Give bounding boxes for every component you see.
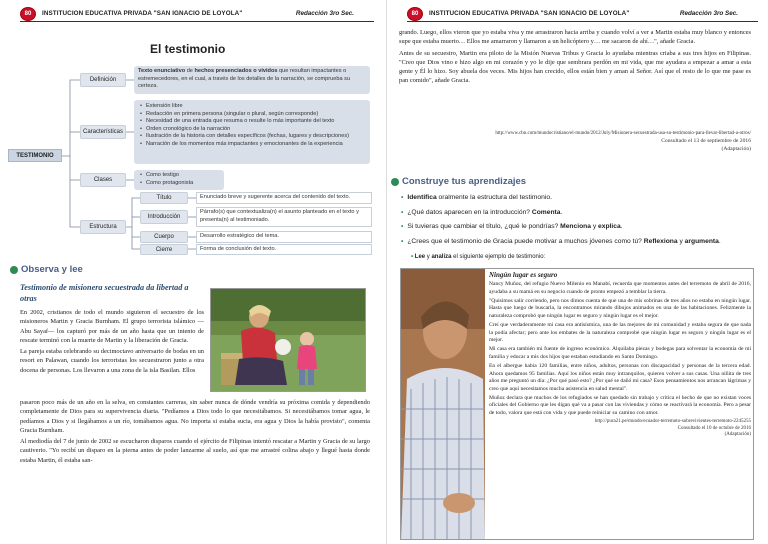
course-subtitle: Redacción 3ro Sec. [295, 10, 354, 17]
caracteristica-item: • Ilustración de la historia con detalles específicos (fechas, lugares y descripciones) [140, 133, 364, 141]
story-paragraph: Al mediodía del 7 de junio de 2002 se escucharon disparos cuando el ejército de Filipinas intentó rescatar a Martin y Gracia de su largo cautiverio. "Yo recibí un disparo en la pierna antes de poder lanzarme al suelo, así que me arrastré colina abajo y llegué hasta donde estaba Martin, él estaba san- [20, 438, 370, 464]
caracteristica-item: • Redacción en primera persona (singular o plural, según corresponde) [140, 111, 364, 119]
caracteristica-item: • Narración de los momentos más impactantes y emocionantes de la experiencia [140, 141, 364, 149]
example-paragraph: Muñoz declara que muchos de los refugiados se han quedado sin trabajo y critica el hecho de que no existan voces oficiales del Gobierno que les digan qué va a pasar con las viviendas y cómo se reactivará la economía. Pero a pesar de todo, valora que está con vida y que puede reiniciar su camino con amor. [489, 394, 751, 416]
example-paragraph: Creí que verdaderamente mi casa era antisísmica, una de las mejores de mi comunidad y estaba segura de que nada la podía afectar; pero ante los embates de la naturaleza comprobé que ningún lugar es seguro y ningún lugar es el mejor. [489, 321, 751, 344]
task-verb: argumenta [684, 238, 719, 246]
task-text: . [560, 208, 563, 216]
source-adapted: (Adaptación) [724, 432, 751, 438]
def-rest: que resultan impactantes o estremecedores, en el cual, a través de los detalles de la narración, se comprueba su certeza. [138, 68, 351, 90]
def-mid: de [185, 68, 195, 74]
example-source [489, 419, 751, 439]
example-paragraph: Mi casa era también mi fuente de ingreso económico. Alquilaba piezas y bodegas para solventar la economía de mi familia y educar a mis dos hijos que estaban estudiando en Santo Domingo. [489, 346, 751, 360]
task-item [401, 194, 757, 203]
source-adapted: (Adaptación) [721, 146, 751, 153]
estructura-introduccion-desc: Párrafo(s) que contextualiza(n) el asunto planteado en el texto y presenta(n) al testimoniado. [196, 207, 372, 227]
photo-woman-child [210, 288, 366, 392]
task-text: ¿Crees que el testimonio de Gracia puede motivar a muchos jóvenes como tú? [407, 238, 644, 246]
task-text: . [620, 223, 623, 231]
source-url: http://www.cbn.com/mundocristiano/el-mundo/2012/July/Misionera-secuestrada-usa-su-testimonio-para-llevar-libertad-a-otros/ [495, 131, 751, 136]
story-continuation [399, 28, 751, 88]
source-url: http://pura21.pe/mundo/ecuador-terremoto-sobrevivientes-terremoto-2245255 [594, 419, 751, 425]
task-text: ¿Qué datos aparecen en la introducción? [407, 208, 532, 216]
page-title: El testimonio [150, 42, 226, 56]
story-paragraph: En 2002, cristianos de todo el mundo siguieron el secuestro de los misioneros Martin y Gracia Burnham. El grupo terrorista islámico —Abu Sayaf— los capturó por más de un año hasta que un intento de rescate terminó con la muerte de Martin y la liberación de Gracia. [20, 309, 204, 344]
example-testimony-card [400, 268, 754, 540]
def-bold-2: hechos presenciados o vividos [194, 68, 278, 74]
photo-nancy-munoz-image [401, 269, 485, 540]
example-paragraph: Nancy Muñoz, del refugio Nuevo Milenio en Manabí, recuerda que momentos antes del terremoto de abril de 2016, ayudaba a su mamá en su negocio cuando de pronto empezó a temblar la tierra. [489, 281, 751, 295]
story-title: Testimonio de misionera secuestrada da libertad a otras [20, 283, 189, 303]
task-text: y [590, 223, 599, 231]
caracteristica-item: • Extensión libre [140, 103, 364, 111]
estructura-introduccion: Introducción [140, 210, 188, 224]
institution-name: INSTITUCION EDUCATIVA PRIVADA "SAN IGNACIO DE LOYOLA" [42, 10, 243, 17]
task-verb: Identifica [407, 194, 437, 201]
example-paragraph: En el albergue había 120 familias, entre niños, adultos, personas con discapacidad y personas de la tercera edad. Ahora quedamos 95 familias. Aquí los niños están muy intranquilos, quieren volver a sus casas. Una niñita de tres años me preguntó un día: ¿Por qué pasó esto? ¿Por qué se dañó mi casa? Esos pensamientos nos arrancan lágrimas y creo que aquí necesitamos mucha asistencia en salud mental". [489, 362, 751, 392]
estructura-cuerpo: Cuerpo [140, 231, 188, 243]
lee-rest: el siguiente ejemplo de testimonio: [451, 254, 546, 260]
construye-heading [391, 176, 526, 187]
estructura-titulo: Título [140, 192, 188, 204]
task-text: Si tuvieras que cambiar el título, ¿qué le pondrías? [407, 223, 561, 231]
caracteristica-item: • Orden cronológico de la narración [140, 126, 364, 134]
task-verb: Comenta [531, 208, 561, 216]
story-full-width [20, 398, 370, 467]
source-consulted: Consultado el 13 de septiembre de 2016 [661, 138, 751, 145]
lee-verb: Lee [414, 254, 426, 260]
observa-heading-text: Observa y lee [21, 264, 83, 275]
estructura-titulo-desc: Enunciado breve y sugerente acerca del contenido del texto. [196, 192, 372, 204]
task-verb: Reflexiona [643, 238, 678, 246]
construye-heading-text: Construye tus aprendizajes [402, 176, 527, 187]
task-text: oralmente la estructura del testimonio. [436, 194, 552, 201]
photo-nancy-munoz [401, 269, 485, 540]
example-text [489, 271, 751, 439]
institution-name: INSTITUCION EDUCATIVA PRIVADA "SAN IGNACIO DE LOYOLA" [429, 10, 630, 17]
school-logo: 80 [20, 7, 36, 21]
estructura-cuerpo-desc: Desarrollo estratégico del tema. [196, 231, 372, 243]
definicion-text [134, 66, 370, 94]
photo-woman-child-image [211, 289, 366, 392]
task-item [401, 223, 757, 232]
gear-icon [10, 266, 18, 274]
clases-list [134, 170, 224, 190]
course-subtitle: Redacción 3ro Sec. [679, 10, 738, 17]
example-title: Ningún lugar es seguro [489, 271, 558, 279]
def-bold-1: Texto enunciativo [138, 68, 186, 74]
example-paragraph: "Quisimos salir corriendo, pero nos dimos cuenta de que una de mis sobrinas de tres años no estaba en ningún lugar. Hasta que luego de buscarla, la encontramos mirando dibujos animados en una de las habitaciones. Felizmente la naturaleza comprobó que ningún lugar es seguro y ningún lugar es el mejor. [489, 297, 751, 319]
lee-instruction: • Lee y analiza el siguiente ejemplo de testimonio: [411, 254, 546, 260]
estructura-cierre-desc: Forma de conclusión del texto. [196, 244, 372, 255]
story-source [399, 130, 751, 153]
task-list [401, 194, 757, 253]
node-estructura: Estructura [80, 220, 126, 234]
estructura-cierre: Cierre [140, 244, 188, 255]
task-text: . [718, 238, 721, 246]
story-column [20, 308, 204, 377]
task-verb: Menciona [560, 223, 591, 231]
task-text: y [677, 238, 685, 246]
task-item [401, 209, 757, 218]
caracteristica-item: • Necesidad de una entrada que resuma o resulte lo más importante del texto [140, 118, 364, 126]
story-paragraph: pasaron poco más de un año en la selva, en constantes carreras, sin saber nunca de dónde vendría su próxima comida y dependiendo completamente de Dios para su supervivencia diaria. "Pedíamos a Dios todo lo que necesitábamos. Si necesitábamos tomar agua, le pedíamos a Dios y si llegábamos a un río, tomábamos agua. No importa si estaba sucia, era agua y Dios la había provisto", comenta Gracia Burnham. [20, 399, 370, 434]
source-consulted: Consultado el 10 de octubre de 2016 [677, 425, 751, 431]
gear-icon [391, 178, 399, 186]
node-clases: Clases [80, 173, 126, 187]
lee-verb: analiza [431, 254, 452, 260]
observa-heading [10, 264, 83, 275]
concept-map [0, 0, 384, 260]
story-paragraph: La pareja estaba celebrando su decimoctavo aniversario de bodas en un resort en Palawan, cuando los terroristas los secuestraron junto a otra docena de personas. Los llevaron a una zona de la isla Basilan. Ellos [20, 348, 204, 374]
clase-item: • Como testigo [140, 172, 218, 180]
task-verb: explica [598, 223, 621, 231]
story-paragraph: grando. Luego, ellos vieron que yo estaba viva y me arrastraron hacia arriba y cuando volví a ver a Martin estaba muy blanco y entonces supe que estaba muerto… Ellos me amarraron y llamaron a un helicóptero y… me sacaron de ahí…", añade Gracia. [399, 29, 751, 46]
clase-item: • Como protagonista [140, 180, 218, 188]
lee-mid: y [425, 254, 432, 260]
task-item [401, 238, 757, 247]
story-paragraph: Antes de su secuestro, Martin era piloto de la Misión Nuevas Tribus y Gracia lo ayudaba mientras criaba a sus tres hijos en Filipinas. "Creo que Dios vino e hizo algo en mi corazón y yo le dije que sembrara perdón en mi vida, que me ayudara a empezar a amar a esta gente y Él lo hizo. Soy abuela dos veces. Mis hijos han crecido, ellos están bien y aman al Señor. Así que el resto de lo que me pase es pan comido", añade Gracia. [399, 49, 751, 85]
node-caracteristicas: Características [80, 125, 126, 139]
caracteristicas-list [134, 100, 370, 164]
page-header [407, 6, 758, 22]
node-definicion: Definición [80, 73, 126, 87]
map-root-testimonio: TESTIMONIO [8, 149, 62, 162]
school-logo: 80 [407, 7, 423, 21]
